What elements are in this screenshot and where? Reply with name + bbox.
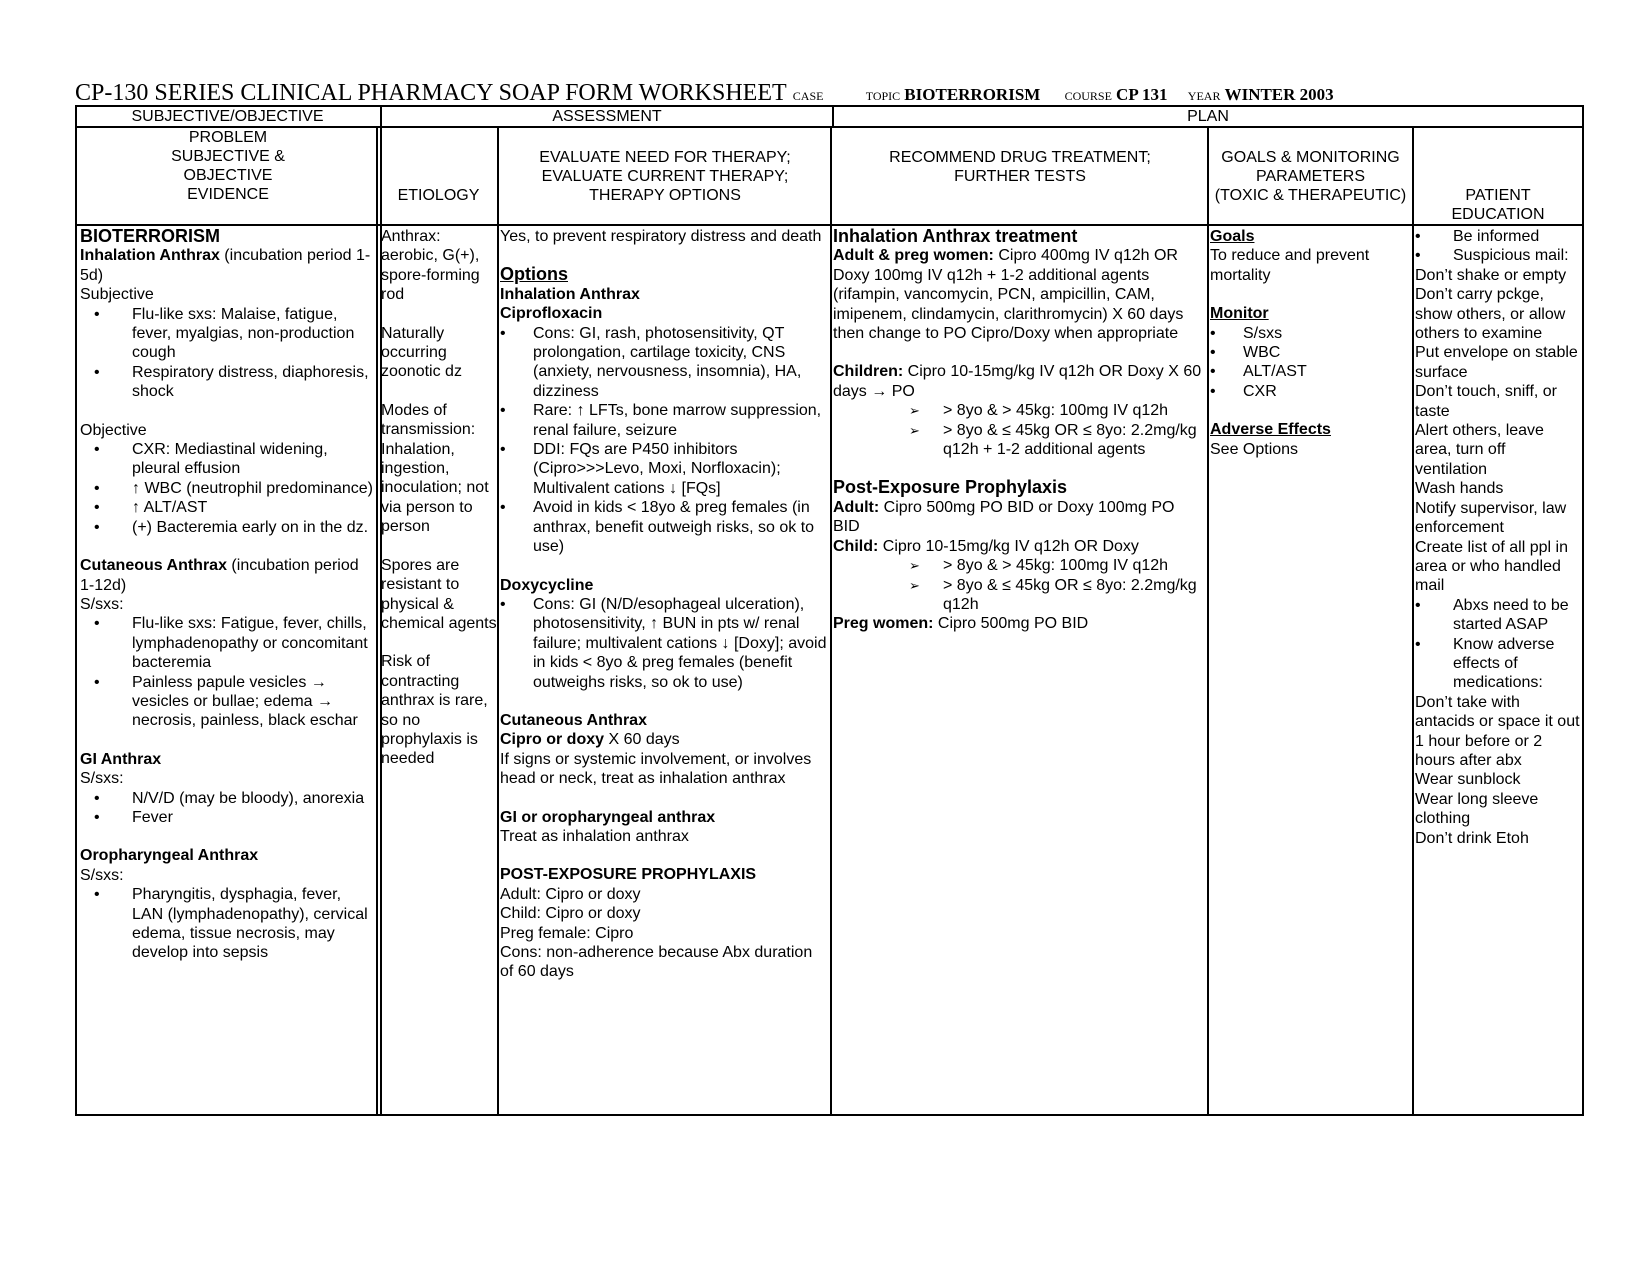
- header-problem-line: OBJECTIVE: [183, 167, 273, 184]
- year-label: YEAR: [1187, 89, 1221, 103]
- header-recommend: [833, 148, 1207, 186]
- education-line: Don’t touch, sniff, or taste: [1415, 383, 1557, 420]
- education-line: Wash hands: [1415, 480, 1504, 498]
- header-problem: [80, 128, 376, 204]
- etiology-risk: Risk of contracting anthrax is rare, so no prophylaxis is needed: [381, 653, 488, 768]
- header-evaluate-line: EVALUATE CURRENT THERAPY;: [541, 168, 789, 185]
- header-evaluate: [500, 148, 830, 205]
- header-education-line: PATIENT: [1465, 187, 1531, 204]
- list-item: • (+) Bacteremia early on in the dz.: [80, 518, 375, 537]
- course-label: COURSE: [1064, 89, 1112, 103]
- recommend-pep-adult: [833, 498, 1205, 537]
- education-line: Don’t take with antacids or space it out 1 hour before or 2 hours after abx: [1415, 693, 1580, 769]
- case-label: CASE: [792, 89, 824, 103]
- goals-title: Goals: [1210, 228, 1255, 245]
- inhalation-title: Inhalation Anthrax: [80, 247, 220, 265]
- education-line: Wear sunblock: [1415, 771, 1521, 789]
- list-item: • CXR: Mediastinal widening, pleural effusion: [80, 440, 375, 479]
- education-line: Put envelope on stable surface: [1415, 344, 1578, 381]
- therapy-need: Yes, to prevent respiratory distress and death: [500, 228, 822, 245]
- list-item: ➢ > 8yo & ≤ 45kg OR ≤ 8yo: 2.2mg/kg q12h + 1-2 additional agents: [833, 421, 1205, 460]
- list-item: • ↑ ALT/AST: [80, 498, 375, 517]
- education-line: Alert others, leave area, turn off ventilation: [1415, 422, 1544, 478]
- oro-title: Oropharyngeal Anthrax: [80, 847, 259, 865]
- gi-option-title: GI or oropharyngeal anthrax: [500, 808, 716, 826]
- list-item: • Cons: GI (N/D/esophageal ulceration), photosensitivity, ↑ BUN in pts w/ renal failure; multivalent cations ↓ [Doxy]; avoid in kids < 8yo & preg females (benefit outweighs risks, so ok to use): [500, 595, 829, 692]
- header-problem-line: SUBJECTIVE &: [171, 148, 285, 165]
- header-evaluate-line: THERAPY OPTIONS: [589, 187, 741, 204]
- cipro-list: [500, 324, 829, 557]
- list-item: • DDI: FQs are P450 inhibitors (Cipro>>>Levo, Moxi, Norfloxacin); Multivalent cations ↓ [FQs]: [500, 440, 829, 498]
- education-list-b: [1415, 596, 1581, 693]
- etiology-cell: [381, 227, 497, 769]
- recommend-pep-child-label: Child:: [833, 537, 879, 555]
- gi-option-note: Treat as inhalation anthrax: [500, 827, 689, 845]
- list-item: • Be informed: [1415, 227, 1581, 246]
- cutaneous-title: Cutaneous Anthrax: [80, 557, 227, 575]
- education-line: Don’t carry pckge, show others, or allow others to examine: [1415, 286, 1566, 343]
- topic-value: BIOTERRORISM: [904, 85, 1041, 104]
- gi-title: GI Anthrax: [80, 750, 162, 768]
- topic-label: TOPIC: [865, 89, 901, 103]
- header-problem-line: PROBLEM: [188, 129, 268, 146]
- education-line: Wear long sleeve clothing: [1415, 790, 1539, 828]
- list-item: • ↑ WBC (neutrophil predominance): [80, 479, 375, 498]
- cutaneous-incubation: (incubation period 1-12d): [80, 557, 359, 594]
- list-item: • WBC: [1210, 343, 1410, 362]
- inhalation-line: [80, 246, 375, 285]
- adverse-text: See Options: [1210, 440, 1299, 458]
- list-item: • N/V/D (may be bloody), anorexia: [80, 789, 375, 808]
- education-line: Create list of all ppl in area or who handled mail: [1415, 538, 1568, 595]
- course-value: CP 131: [1116, 85, 1168, 104]
- list-item: • Cons: GI, rash, photosensitivity, QT prolongation, cartilage toxicity, CNS (anxiety, nervousness, insomnia), HA, dizziness: [500, 324, 829, 402]
- list-item: • S/sxs: [1210, 324, 1410, 343]
- header-recommend-line: FURTHER TESTS: [954, 168, 1086, 185]
- etiology-transmission: Modes of transmission: Inhalation, ingestion, inoculation; not via person to person: [381, 401, 489, 536]
- goals-cell: [1210, 227, 1410, 459]
- cutaneous-option-drug: Cipro or doxy: [500, 731, 605, 749]
- recommend-pep-child: [833, 537, 1205, 556]
- gi-list: [80, 789, 375, 828]
- header-goals: [1209, 148, 1412, 205]
- header-goals-line: (TOXIC & THERAPEUTIC): [1214, 187, 1407, 204]
- list-item: • Abxs need to be started ASAP: [1415, 596, 1581, 635]
- recommend-cell: [833, 227, 1205, 634]
- doxy-list: [500, 595, 829, 692]
- doxy-title: Doxycycline: [500, 576, 594, 594]
- recommend-adult-label: Adult & preg women:: [833, 247, 994, 265]
- group-plan: PLAN: [1187, 108, 1229, 125]
- cutaneous-option-title: Cutaneous Anthrax: [500, 711, 647, 729]
- oro-list: [80, 885, 375, 963]
- list-item: ➢ > 8yo & > 45kg: 100mg IV q12h: [833, 401, 1205, 420]
- recommend-pep-preg-text: Cipro 500mg PO BID: [933, 615, 1089, 633]
- objective-list: [80, 440, 375, 537]
- column-divider-4: [1207, 126, 1209, 1116]
- subjective-list: [80, 305, 375, 402]
- recommend-pep-child-list: [833, 556, 1205, 614]
- etiology-organism: Anthrax: aerobic, G(+), spore-forming rod: [381, 228, 480, 304]
- inhalation-incubation: (incubation period 1-5d): [80, 247, 371, 284]
- recommend-pep-preg: [833, 614, 1205, 633]
- etiology-spores: Spores are resistant to physical & chemical agents: [381, 556, 497, 632]
- column-divider-2: [497, 126, 499, 1116]
- list-item: • Rare: ↑ LFTs, bone marrow suppression, renal failure, seizure: [500, 401, 829, 440]
- list-item: • Respiratory distress, diaphoresis, shock: [80, 363, 375, 402]
- header-goals-line: PARAMETERS: [1255, 168, 1366, 185]
- list-item: • Pharyngitis, dysphagia, fever, LAN (lymphadenopathy), cervical edema, tissue necrosis, may develop into sepsis: [80, 885, 375, 963]
- education-list-a: [1415, 227, 1581, 266]
- oro-sxs-label: S/sxs:: [80, 866, 124, 884]
- monitor-title: Monitor: [1210, 305, 1269, 323]
- education-line: Don’t shake or empty: [1415, 266, 1567, 284]
- cutaneous-line: [80, 556, 375, 595]
- cutaneous-option-note: If signs or systemic involvement, or involves head or neck, treat as inhalation anthrax: [500, 750, 812, 788]
- recommend-children-list: [833, 401, 1205, 459]
- cutaneous-list: [80, 614, 375, 730]
- evaluate-cell: [500, 227, 829, 982]
- group-assessment: ASSESSMENT: [552, 108, 662, 125]
- education-cell: [1415, 227, 1581, 848]
- options-inhalation-title: Inhalation Anthrax: [500, 285, 640, 303]
- list-item: • Know adverse effects of medications:: [1415, 635, 1581, 693]
- header-evaluate-line: EVALUATE NEED FOR THERAPY;: [539, 149, 791, 166]
- header-etiology: ETIOLOGY: [397, 187, 480, 204]
- header-goals-line: GOALS & MONITORING: [1221, 149, 1400, 166]
- list-item: • ALT/AST: [1210, 362, 1410, 381]
- recommend-children: [833, 362, 1205, 401]
- monitor-list: [1210, 324, 1410, 402]
- list-item: • Suspicious mail:: [1415, 246, 1581, 265]
- header-education-line: EDUCATION: [1451, 206, 1545, 223]
- header-problem-line: EVIDENCE: [187, 186, 269, 203]
- education-line: Don’t drink Etoh: [1415, 829, 1529, 847]
- recommend-pep-adult-text: Cipro 500mg PO BID or Doxy 100mg PO BID: [833, 498, 1175, 536]
- list-item: ➢ > 8yo & > 45kg: 100mg IV q12h: [833, 556, 1205, 575]
- cutaneous-sxs-label: S/sxs:: [80, 595, 124, 613]
- recommend-adult: [833, 246, 1205, 343]
- list-item: ➢ > 8yo & ≤ 45kg OR ≤ 8yo: 2.2mg/kg q12h: [833, 576, 1205, 615]
- pep-option-cons: Cons: non-adherence because Abx duration of 60 days: [500, 944, 813, 981]
- recommend-adult-text: Cipro 400mg IV q12h OR Doxy 100mg IV q12h + 1-2 additional agents (rifampin, vancomycin, PCN, ampicillin, CAM, imipenem, clindamycin, clarithromycin) X 60 days then change to PO Cipro/Doxy when appropriate: [833, 247, 1184, 343]
- recommend-title: Inhalation Anthrax treatment: [833, 226, 1078, 246]
- goals-text: To reduce and prevent mortality: [1210, 247, 1370, 284]
- pep-option-preg: Preg female: Cipro: [500, 924, 634, 942]
- recommend-pep-child-text: Cipro 10-15mg/kg IV q12h OR Doxy: [878, 537, 1139, 555]
- options-title: Options: [500, 264, 568, 285]
- education-line: Notify supervisor, law enforcement: [1415, 499, 1567, 537]
- pep-option-adult: Adult: Cipro or doxy: [500, 885, 641, 903]
- gi-sxs-label: S/sxs:: [80, 770, 124, 788]
- list-item: • Fever: [80, 808, 375, 827]
- cutaneous-option-duration: X 60 days: [604, 731, 680, 749]
- cutaneous-option-line: [500, 730, 829, 749]
- list-item: • CXR: [1210, 382, 1410, 401]
- list-item: • Flu-like sxs: Fatigue, fever, chills, lymphadenopathy or concomitant bacteremia: [80, 614, 375, 672]
- recommend-children-text: Cipro 10-15mg/kg IV q12h OR Doxy X 60 days → PO: [833, 363, 1202, 400]
- problem-heading: BIOTERRORISM: [80, 226, 221, 246]
- form-title: CP-130 SERIES CLINICAL PHARMACY SOAP FORM WORKSHEET: [75, 80, 787, 106]
- etiology-occurrence: Naturally occurring zoonotic dz: [381, 324, 462, 381]
- problem-evidence-cell: [80, 227, 375, 963]
- subjective-label: Subjective: [80, 286, 154, 304]
- recommend-pep-adult-label: Adult:: [833, 498, 880, 516]
- objective-label: Objective: [80, 421, 147, 439]
- recommend-children-label: Children:: [833, 363, 904, 381]
- header-recommend-line: RECOMMEND DRUG TREATMENT;: [889, 149, 1151, 166]
- column-divider-3: [830, 126, 832, 1116]
- worksheet-title: [75, 80, 1595, 107]
- cipro-title: Ciprofloxacin: [500, 305, 603, 323]
- year-value: WINTER 2003: [1224, 85, 1334, 104]
- pep-option-title: POST-EXPOSURE PROPHYLAXIS: [500, 866, 757, 884]
- pep-option-child: Child: Cipro or doxy: [500, 905, 641, 923]
- recommend-pep-preg-label: Preg women:: [833, 615, 934, 633]
- adverse-title: Adverse Effects: [1210, 421, 1331, 439]
- recommend-pep-title: Post-Exposure Prophylaxis: [833, 477, 1068, 498]
- list-item: • Avoid in kids < 18yo & preg females (in anthrax, benefit outweigh risks, so ok to use): [500, 498, 829, 556]
- column-divider-5: [1412, 126, 1414, 1116]
- header-education: [1414, 186, 1582, 224]
- group-subjective-objective: SUBJECTIVE/OBJECTIVE: [131, 108, 324, 125]
- list-item: • Painless papule vesicles → vesicles or bullae; edema → necrosis, painless, black eschar: [80, 673, 375, 731]
- list-item: • Flu-like sxs: Malaise, fatigue, fever, myalgias, non-production cough: [80, 305, 375, 363]
